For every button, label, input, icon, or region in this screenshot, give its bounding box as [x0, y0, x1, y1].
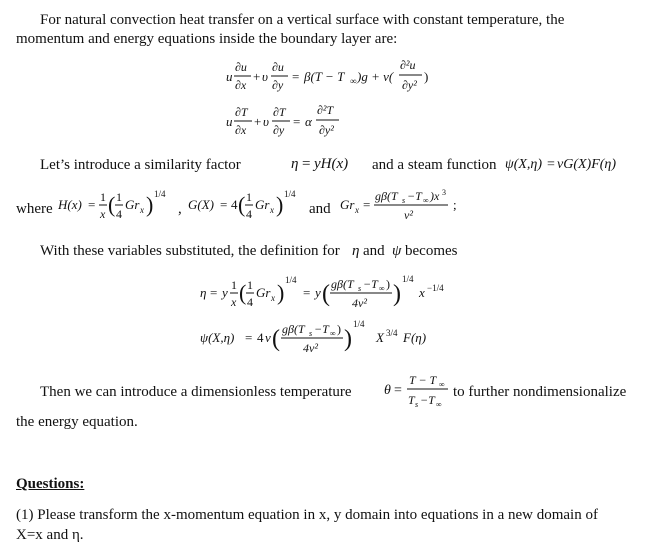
momentum-equation: [226, 56, 436, 96]
svg-text:y: y: [315, 285, 321, 300]
svg-text:=: =: [88, 197, 96, 212]
svg-text:T − T: T − T: [409, 373, 437, 387]
svg-text:4: 4: [246, 207, 252, 221]
svg-text:(: (: [239, 280, 247, 305]
substituted-text: With these variables substituted, the definition for: [40, 243, 340, 259]
eta-symbol: η: [352, 243, 360, 259]
intro-line-1: For natural convection heat transfer on a vertical surface with constant temperature, the: [40, 12, 565, 28]
svg-text:νG(X)F(η): νG(X)F(η): [557, 157, 617, 172]
svg-text:(: (: [238, 192, 246, 217]
svg-text:1: 1: [247, 278, 253, 292]
svg-text:=: =: [547, 157, 555, 172]
dimensionless-text-after: to further nondimensionalize: [453, 384, 627, 400]
svg-text:x: x: [231, 295, 237, 309]
svg-text:∞: ∞: [436, 400, 442, 409]
svg-text:1/4: 1/4: [154, 189, 166, 199]
svg-text:gβ(T: gβ(T: [331, 277, 354, 291]
svg-text:=: =: [292, 69, 300, 84]
svg-text:−T: −T: [363, 277, 378, 291]
svg-text:;: ;: [453, 197, 457, 212]
svg-text:s: s: [309, 329, 313, 338]
eta-definition: [291, 152, 371, 174]
svg-text:=: =: [394, 383, 402, 398]
svg-text:ψ(X,η): ψ(X,η): [505, 157, 543, 172]
svg-text:=: =: [245, 330, 253, 345]
svg-text:1/4: 1/4: [402, 274, 414, 284]
svg-text:G(X): G(X): [188, 197, 214, 212]
svg-text:η: η: [291, 156, 299, 172]
svg-text:υ: υ: [263, 114, 269, 129]
svg-text:υ: υ: [262, 69, 268, 84]
svg-text:=: =: [220, 197, 228, 212]
svg-text:x: x: [271, 293, 275, 303]
svg-text:4: 4: [257, 330, 264, 345]
svg-text:=: =: [363, 197, 371, 212]
intro-line-2: momentum and energy equations inside the boundary layer are:: [16, 31, 398, 47]
svg-text:u: u: [226, 69, 233, 84]
theta-definition: [384, 370, 454, 410]
svg-text:)x: )x: [430, 189, 440, 203]
svg-text:yH(x): yH(x): [314, 156, 349, 172]
svg-text:4: 4: [116, 207, 122, 221]
similarity-text: Let’s introduce a similarity factor: [40, 157, 241, 173]
svg-text:ν²: ν²: [404, 208, 413, 222]
svg-text:s: s: [415, 400, 419, 409]
svg-text:+: +: [253, 69, 261, 84]
svg-text:1: 1: [231, 278, 237, 292]
svg-text:−T: −T: [314, 322, 329, 336]
svg-text:x: x: [419, 285, 425, 300]
svg-text:(: (: [108, 192, 116, 217]
svg-text:∂y: ∂y: [273, 123, 285, 137]
svg-text:1: 1: [246, 190, 252, 204]
svg-text:(: (: [272, 326, 280, 352]
svg-text:(: (: [322, 281, 330, 307]
svg-text:Gr: Gr: [125, 197, 140, 212]
svg-text:1/4: 1/4: [285, 275, 297, 285]
svg-text:): ): [393, 281, 401, 307]
H-definition: [58, 186, 178, 226]
question-1-line-2: X=x and η.: [16, 527, 84, 543]
svg-text:x: x: [355, 205, 359, 215]
svg-text:∂T: ∂T: [273, 105, 286, 119]
psi-definition: [505, 152, 655, 174]
svg-text:∂u: ∂u: [235, 60, 247, 74]
svg-text:): ): [337, 322, 341, 336]
svg-text:s: s: [402, 196, 406, 205]
svg-text:∂x: ∂x: [235, 123, 247, 137]
svg-text:y: y: [222, 285, 228, 300]
svg-text:4: 4: [247, 295, 253, 309]
and-word: and: [363, 243, 385, 259]
and-label: and: [309, 201, 331, 217]
svg-text:gβ(T: gβ(T: [375, 189, 398, 203]
svg-text:=: =: [210, 285, 218, 300]
svg-text:∂T: ∂T: [235, 105, 248, 119]
svg-text:∂²T: ∂²T: [317, 103, 334, 117]
svg-text:+: +: [254, 114, 262, 129]
svg-text:gβ(T: gβ(T: [282, 322, 305, 336]
svg-text:): ): [386, 277, 390, 291]
psi-expression: [200, 316, 460, 360]
svg-text:β(T − T: β(T − T: [304, 69, 345, 84]
svg-text:3/4: 3/4: [386, 328, 398, 338]
svg-text:ψ(X,η): ψ(X,η): [200, 330, 235, 345]
svg-text:Gr: Gr: [340, 197, 355, 212]
questions-heading: Questions:: [16, 476, 85, 492]
dimensionless-text: Then we can introduce a dimensionless temperature: [40, 384, 352, 400]
stream-text: and a steam function: [372, 157, 497, 173]
svg-text:x: x: [100, 207, 106, 221]
svg-text:): ): [344, 326, 352, 352]
question-1-line-1: (1) Please transform the x-momentum equation in x, y domain into equations in a new domain of: [16, 507, 598, 523]
becomes-word: becomes: [405, 243, 458, 259]
svg-text:): ): [424, 69, 429, 84]
svg-text:=: =: [293, 114, 301, 129]
svg-text:∂y: ∂y: [272, 78, 284, 92]
psi-symbol: ψ: [392, 243, 402, 259]
svg-text:): ): [276, 192, 284, 217]
where-label: where: [16, 201, 53, 217]
svg-text:=: =: [302, 156, 311, 172]
svg-text:F(η): F(η): [403, 330, 427, 345]
svg-text:∞: ∞: [350, 76, 357, 86]
svg-text:H(x): H(x): [58, 197, 82, 212]
svg-text:): ): [146, 192, 154, 217]
svg-text:T: T: [408, 393, 415, 407]
svg-text:)g + ν(: )g + ν(: [357, 69, 394, 84]
svg-text:∞: ∞: [330, 329, 336, 338]
svg-text:Gr: Gr: [256, 285, 271, 300]
svg-text:1/4: 1/4: [353, 319, 365, 329]
svg-text:η: η: [200, 285, 207, 300]
svg-text:u: u: [226, 114, 233, 129]
svg-text:θ: θ: [384, 383, 391, 398]
svg-text:4ν²: 4ν²: [303, 341, 318, 355]
eta-expression: [200, 270, 470, 316]
svg-text:x: x: [140, 205, 144, 215]
Gr-definition: [340, 186, 470, 226]
svg-text:3: 3: [442, 188, 446, 197]
svg-text:ν: ν: [265, 330, 271, 345]
svg-text:∞: ∞: [439, 380, 445, 389]
svg-text:=: =: [303, 285, 311, 300]
svg-text:∞: ∞: [379, 284, 385, 293]
svg-text:Gr: Gr: [255, 197, 270, 212]
svg-text:∂y²: ∂y²: [402, 78, 417, 92]
comma-sep: ,: [178, 201, 182, 217]
svg-text:1/4: 1/4: [284, 189, 296, 199]
svg-text:1: 1: [116, 190, 122, 204]
energy-equation: [226, 101, 366, 141]
svg-text:∂u: ∂u: [272, 60, 284, 74]
svg-text:∞: ∞: [423, 196, 429, 205]
svg-text:s: s: [358, 284, 362, 293]
svg-text:α: α: [305, 114, 312, 129]
svg-text:−1/4: −1/4: [427, 283, 444, 293]
svg-text:1: 1: [100, 190, 106, 204]
svg-text:∂y²: ∂y²: [319, 123, 334, 137]
svg-text:−T: −T: [420, 393, 435, 407]
svg-text:4: 4: [231, 197, 238, 212]
svg-text:∂²u: ∂²u: [400, 58, 416, 72]
svg-text:): ): [277, 280, 285, 305]
svg-text:X: X: [376, 330, 384, 345]
svg-text:∂x: ∂x: [235, 78, 247, 92]
G-definition: [188, 186, 298, 226]
svg-text:4ν²: 4ν²: [352, 296, 367, 310]
dimensionless-line-2: the energy equation.: [16, 414, 138, 430]
svg-text:−T: −T: [407, 189, 422, 203]
svg-text:x: x: [270, 205, 274, 215]
